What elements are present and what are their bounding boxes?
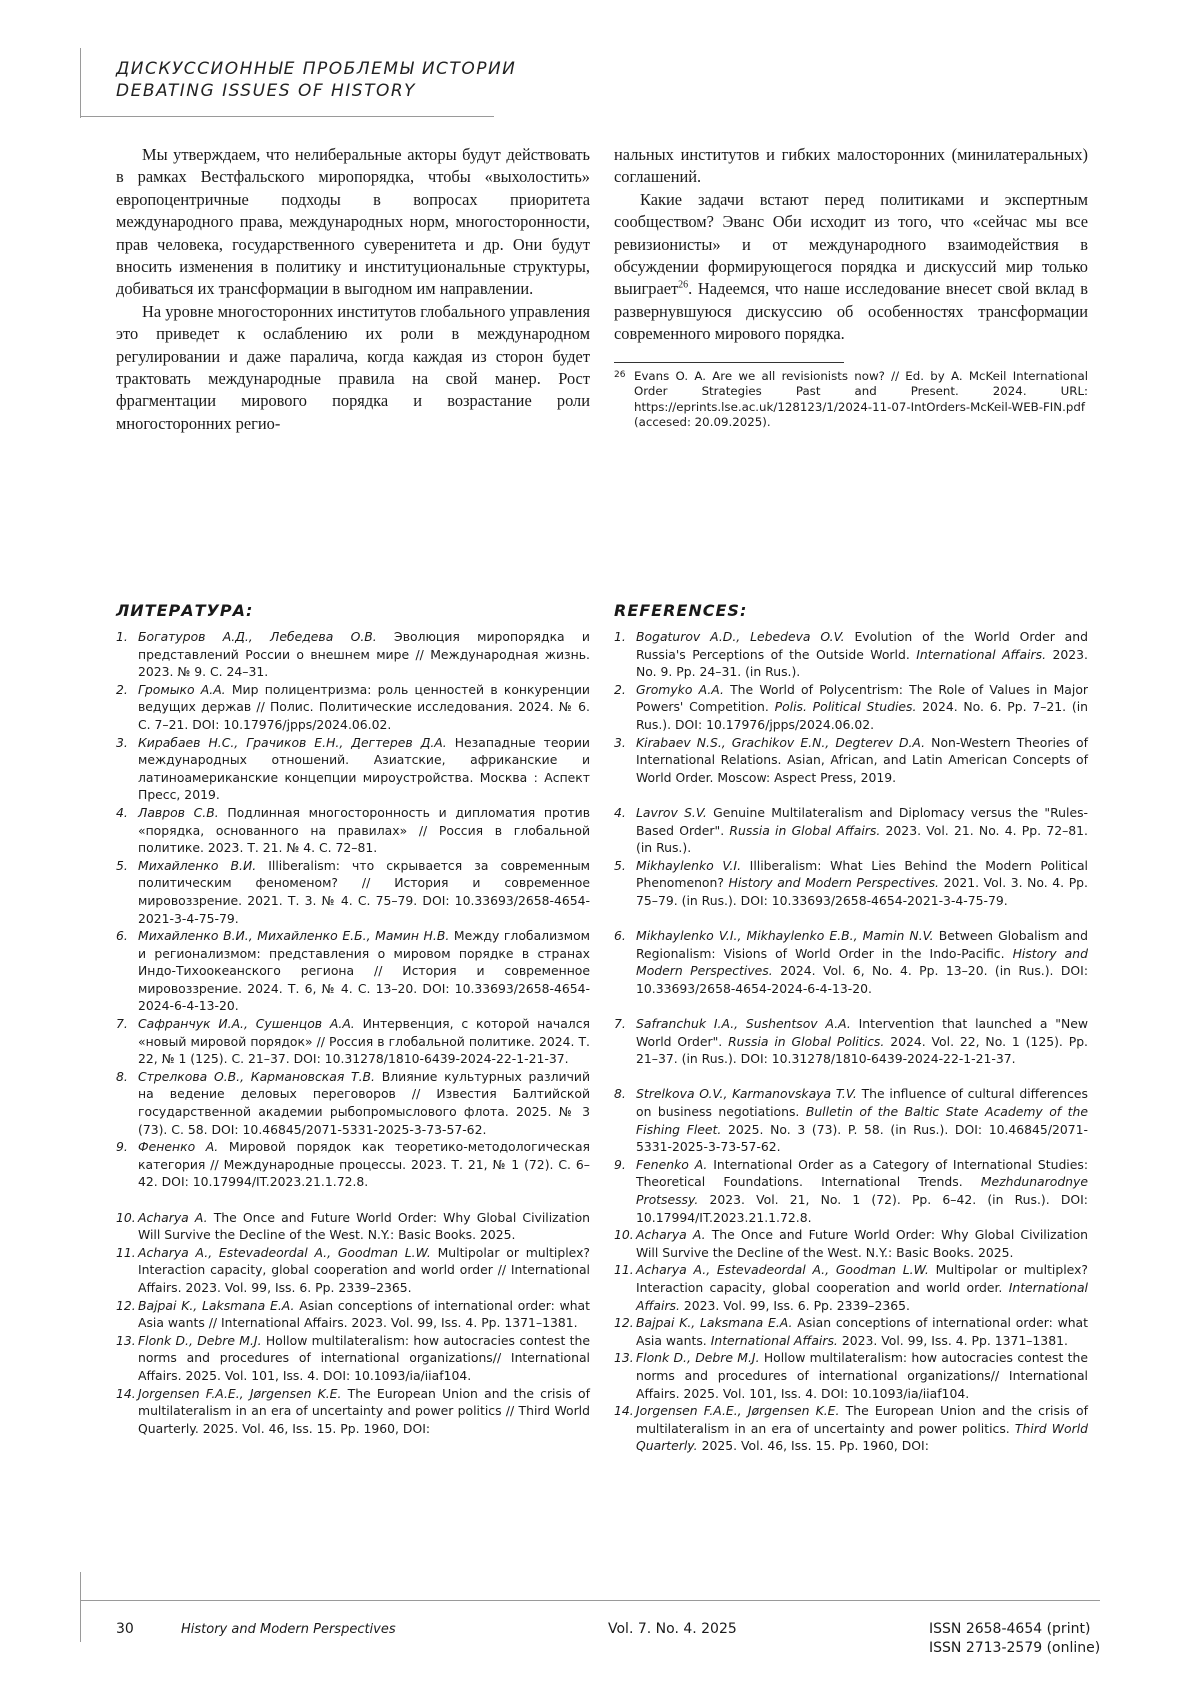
- item-body: Multipolar or multiplex? Interaction capacity, global cooperation and world order.: [636, 1262, 1088, 1295]
- item-number: 13.: [614, 1350, 634, 1366]
- journal-name: History and Modern Perspectives: [181, 1622, 396, 1637]
- body-paragraph: Мы утверждаем, что нелиберальные акторы будут действовать в рамках Вестфальского миропорядка, чтобы «выхолостить» европоцентричные подходы в вопросах приоритета международного права, международных норм, многосторонности, прав человека, государственного суверенитета и др. Они будут вносить изменения в политику и институциональные структуры, добиваться их трансформации в выгодном им направлении.: [116, 145, 590, 299]
- item-text: [138, 804, 590, 857]
- item-body: Between Globalism and Regionalism: Visions of World Order in the Indo-Pacific.: [636, 928, 1088, 961]
- item-body: Эволюция миропорядка и представлений России о внешнем мире // Международная жизнь. 2023. № 9. С. 24–31.: [138, 629, 590, 680]
- item-number: 7.: [614, 1016, 626, 1032]
- item-body: Hollow multilateralism: how autocracies contest the norms and procedures of international organizations// International Affairs. 2025. Vol. 101, Iss. 4. DOI: 10.1093/ia/iiaf104.: [138, 1332, 591, 1383]
- item-journal: Mezhdunarodnye Protsessy.: [636, 1174, 1088, 1207]
- item-text: [636, 628, 1088, 681]
- literature-item: [116, 1015, 590, 1068]
- item-authors: Gromyko A.A.: [636, 681, 724, 697]
- item-body: Evolution of the World Order and Russia's Perceptions of the Outside World.: [636, 629, 1088, 662]
- item-journal: Polis. Political Studies.: [774, 699, 917, 715]
- item-text: [636, 927, 1088, 997]
- item-text: [138, 927, 590, 1015]
- item-body: 2023. Vol. 99, Iss. 6. Pp. 2339–2365.: [679, 1297, 910, 1313]
- item-text: [138, 1332, 590, 1385]
- reference-item: [614, 1085, 1088, 1155]
- item-number: 9.: [116, 1139, 128, 1155]
- reference-item: [614, 628, 1088, 681]
- item-body: Illiberalism: что скрывается за современным политическим феноменом? // История и современное мировоззрение. 2021. Т. 3. № 4. С. 75–79. DOI: 10.33693/2658-4654-2021-3-4-75-79.: [138, 857, 591, 926]
- literature-list: [116, 628, 590, 1437]
- reference-item: [614, 927, 1088, 997]
- reference-item: [614, 1349, 1088, 1402]
- item-text: [138, 1297, 590, 1332]
- item-authors: Flonk D., Debre M.J.: [636, 1350, 760, 1366]
- reference-item: [614, 804, 1088, 857]
- body-paragraph: На уровне многосторонних институтов глобального управления это приведет к ослаблению их роли в международном регулировании и даже паралича, когда каждая из сторон будет трактовать международные правила на свой манер. Рост фрагментации мирового порядка и возрастание роли многосторонних регио-: [116, 301, 590, 433]
- item-body: 2023. Vol. 99, Iss. 4. Pp. 1371–1381.: [837, 1332, 1068, 1348]
- item-authors: Громыко А.А.: [138, 681, 226, 697]
- item-journal: International Affairs.: [916, 646, 1047, 662]
- reference-item: [614, 734, 1088, 787]
- item-body: The influence of cultural differences on business negotiations.: [636, 1086, 1089, 1120]
- item-text: [138, 1209, 590, 1244]
- item-body: 2024. No. 6. Pp. 7–21. (in Rus.). DOI: 10.17976/jpps/2024.06.02.: [636, 699, 1088, 732]
- spacer: [116, 1191, 590, 1209]
- item-authors: Kirabaev N.S., Grachikov E.N., Degterev D.A.: [636, 734, 926, 750]
- reference-item: [614, 857, 1088, 910]
- literature-item: [116, 628, 590, 681]
- item-authors: Сафранчук И.А., Сушенцов А.А.: [138, 1016, 355, 1032]
- item-number: 12.: [116, 1297, 136, 1313]
- spacer: [614, 786, 1088, 804]
- section-header-en: DEBATING ISSUES OF HISTORY: [116, 81, 417, 101]
- item-text: [636, 1349, 1088, 1402]
- literature-item: [116, 1138, 590, 1191]
- item-body: 2023. No. 9. Pp. 24–31. (in Rus.).: [636, 646, 1088, 680]
- item-authors: Bajpai K., Laksmana E.A.: [138, 1297, 295, 1313]
- reference-item: [614, 1261, 1088, 1314]
- item-journal: International Affairs.: [710, 1332, 838, 1348]
- body-text: Какие задачи встают перед политиками и экспертным сообществом? Эванс Оби исходит из того, что «сейчас мы все ревизионисты» и от международного взаимодействия в обсуждении формирующегося порядка и дискуссий мир только выиграет: [614, 189, 1088, 299]
- item-body: Влияние культурных различий на ведение деловых переговоров // Известия Балтийской государственной академии рыбопромыслового флота. 2025. № 3 (73). С. 58. DOI: 10.46845/2071-5331-2025-3-73-57-62.: [138, 1068, 591, 1137]
- item-body: 2024. Vol. 22, No. 1 (125). Pp. 21–37. (in Rus.). DOI: 10.31278/1810-6439-2024-22-1-21-37.: [636, 1033, 1088, 1067]
- item-authors: Acharya A.: [636, 1227, 706, 1243]
- reference-item: [614, 1402, 1088, 1455]
- literature-item: [116, 734, 590, 804]
- item-text: [636, 1226, 1088, 1261]
- item-authors: Bajpai K., Laksmana E.A.: [636, 1315, 793, 1331]
- issn-print: ISSN 2658-4654 (print): [929, 1621, 1091, 1637]
- item-text: [636, 1261, 1088, 1314]
- spacer: [614, 1068, 1088, 1086]
- item-journal: History and Modern Perspectives.: [636, 945, 1088, 979]
- reference-item: [614, 1314, 1088, 1349]
- reference-item: [614, 681, 1088, 734]
- literature-item: [116, 1068, 590, 1138]
- body-paragraph: нальных институтов и гибких малосторонних (минилатеральных) соглашений.: [614, 145, 1088, 187]
- item-number: 14.: [116, 1385, 136, 1401]
- item-journal: International Affairs.: [636, 1279, 1088, 1313]
- item-number: 1.: [614, 629, 626, 644]
- item-text: [636, 857, 1088, 910]
- header-rule-vertical: [80, 48, 81, 118]
- item-number: 12.: [614, 1315, 634, 1331]
- item-authors: Acharya A., Estevadeordal A., Goodman L.W.: [636, 1262, 929, 1278]
- item-authors: Bogaturov A.D., Lebedeva O.V.: [636, 629, 845, 644]
- literature-item: [116, 1244, 590, 1297]
- issn-block: [929, 1620, 1100, 1658]
- item-number: 14.: [614, 1403, 634, 1419]
- item-authors: Mikhaylenko V.I.: [636, 857, 742, 873]
- item-authors: Лавров С.В.: [138, 804, 219, 820]
- item-text: [138, 1244, 590, 1297]
- item-number: 9.: [614, 1156, 626, 1172]
- item-authors: Богатуров А.Д., Лебедева О.В.: [138, 629, 377, 644]
- item-body: 2024. Vol. 6, No. 4. Pp. 13–20. (in Rus.). DOI: 10.33693/2658-4654-2024-6-4-13-20.: [636, 963, 1088, 996]
- literature-item: [116, 1332, 590, 1385]
- item-authors: Fenenko A.: [636, 1156, 708, 1172]
- item-text: [138, 628, 590, 681]
- item-body: Genuine Multilateralism and Diplomacy versus the "Rules-Based Order".: [636, 804, 1088, 838]
- item-body: Multipolar or multiplex? Interaction capacity, global cooperation and world order // International Affairs. 2023. Vol. 99, Iss. 6. Pp. 2339–2365.: [138, 1244, 590, 1295]
- item-authors: Стрелкова О.В., Кармановская Т.В.: [138, 1068, 375, 1084]
- item-authors: Михайленко В.И., Михайленко Е.Б., Мамин Н.В.: [138, 928, 450, 944]
- item-text: [636, 1314, 1088, 1349]
- item-number: 6.: [614, 928, 626, 944]
- item-body: Hollow multilateralism: how autocracies contest the norms and procedures of international organizations// International Affairs. 2025. Vol. 101, Iss. 4. DOI: 10.1093/ia/iiaf104.: [636, 1350, 1089, 1401]
- item-body: The Once and Future World Order: Why Global Civilization Will Survive the Decline of the West. N.Y.: Basic Books. 2025.: [636, 1227, 1089, 1260]
- item-journal: Russia in Global Affairs.: [729, 822, 881, 838]
- literature-item: [116, 1209, 590, 1244]
- item-text: [636, 1156, 1088, 1226]
- literature-item: [116, 857, 590, 927]
- item-journal: Bulletin of the Baltic State Academy of the Fishing Fleet.: [636, 1104, 1088, 1137]
- item-authors: Кирабаев Н.С., Грачиков Е.Н., Дегтерев Д.А.: [138, 734, 447, 750]
- body-column-right: [614, 144, 1088, 431]
- item-number: 3.: [116, 734, 128, 750]
- item-number: 6.: [116, 928, 128, 944]
- item-journal: Russia in Global Politics.: [728, 1033, 885, 1049]
- item-body: Asian conceptions of international order: what Asia wants // International Affairs. 2023. Vol. 99, Iss. 4. Pp. 1371–1381.: [138, 1297, 591, 1331]
- item-journal: History and Modern Perspectives.: [728, 875, 939, 891]
- literature-heading: ЛИТЕРАТУРА:: [116, 601, 254, 620]
- literature-item: [116, 681, 590, 734]
- item-text: [636, 681, 1088, 734]
- item-authors: Strelkova O.V., Karmanovskaya T.V.: [636, 1086, 857, 1102]
- item-authors: Михайленко В.И.: [138, 857, 257, 873]
- item-authors: Jorgensen F.A.E., Jørgensen K.E.: [138, 1385, 342, 1401]
- page-number: 30: [116, 1621, 134, 1637]
- item-body: The World of Polycentrism: The Role of Values in Major Powers' Competition.: [636, 681, 1088, 715]
- item-authors: Jorgensen F.A.E., Jørgensen K.E.: [636, 1403, 840, 1419]
- item-body: 2023. Vol. 21, No. 1 (72). Pp. 6–42. (in Rus.). DOI: 10.17994/IT.2023.21.1.72.8.: [636, 1192, 1088, 1225]
- item-authors: Mikhaylenko V.I., Mikhaylenko E.B., Mamin N.V.: [636, 928, 934, 944]
- item-body: Между глобализмом и регионализмом: представления о мировом порядке в странах Индо-Тихоокеанского региона // История и современное мировоззрение. 2024. Т. 6, № 4. С. 13–20. DOI: 10.33693/2658-4654-2024-6-4-13-20.: [138, 928, 590, 1014]
- spacer: [614, 910, 1088, 928]
- item-body: 2025. Vol. 46, Iss. 15. Pp. 1960, DOI:: [697, 1438, 929, 1454]
- item-number: 5.: [614, 857, 626, 873]
- item-body: Незападные теории международных отношений. Азиатские, африканские и латиноамериканские концепции мироустройства. Москва : Аспект Пресс, 2019.: [138, 734, 590, 803]
- item-number: 10.: [116, 1209, 136, 1225]
- item-number: 2.: [614, 681, 626, 697]
- section-header: [116, 58, 516, 102]
- literature-item: [116, 804, 590, 857]
- header-rule-horizontal: [80, 116, 494, 117]
- references-list: [614, 628, 1088, 1455]
- item-body: 2021. Vol. 3. No. 4. Pp. 75–79. (in Rus.). DOI: 10.33693/2658-4654-2021-3-4-75-79.: [636, 875, 1088, 908]
- issn-online: ISSN 2713-2579 (online): [929, 1640, 1101, 1656]
- item-number: 2.: [116, 681, 128, 697]
- item-number: 1.: [116, 629, 128, 644]
- item-text: [138, 1385, 590, 1438]
- footer-rule-vertical: [80, 1572, 81, 1642]
- footnote-rule: [614, 362, 844, 363]
- reference-item: [614, 1226, 1088, 1261]
- item-body: Asian conceptions of international order: what Asia wants.: [636, 1315, 1089, 1348]
- item-authors: Lavrov S.V.: [636, 804, 707, 820]
- item-text: [138, 681, 590, 734]
- item-authors: Flonk D., Debre M.J.: [138, 1332, 262, 1348]
- item-authors: Acharya A.: [138, 1209, 208, 1225]
- item-text: [636, 804, 1088, 857]
- item-authors: Acharya A., Estevadeordal A., Goodman L.W.: [138, 1244, 431, 1260]
- item-text: [138, 857, 590, 927]
- item-number: 4.: [116, 804, 128, 820]
- item-text: [138, 734, 590, 804]
- item-number: 3.: [614, 734, 626, 750]
- spacer: [614, 997, 1088, 1015]
- footer-rule-horizontal: [80, 1600, 1100, 1601]
- item-body: The European Union and the crisis of multilateralism in an era of uncertainty and power politics.: [636, 1403, 1088, 1436]
- item-text: [636, 1015, 1088, 1068]
- item-text: [636, 1085, 1088, 1155]
- item-journal: Third World Quarterly.: [636, 1420, 1089, 1454]
- item-body: Intervention that launched a "New World Order".: [636, 1016, 1088, 1049]
- item-text: [138, 1068, 590, 1138]
- reference-item: [614, 1156, 1088, 1226]
- item-text: [138, 1138, 590, 1191]
- item-body: Illiberalism: What Lies Behind the Modern Political Phenomenon?: [636, 857, 1088, 891]
- item-number: 8.: [116, 1068, 128, 1084]
- item-number: 13.: [116, 1332, 136, 1348]
- item-body: 2023. Vol. 21. No. 4. Pp. 72–81. (in Rus.).: [636, 822, 1088, 856]
- literature-item: [116, 927, 590, 1015]
- item-text: [636, 734, 1088, 787]
- item-number: 8.: [614, 1086, 626, 1102]
- footnote-text: Evans O. A. Are we all revisionists now? // Ed. by A. McKeil International Order Strategies Past and Present. 2024. URL: https://eprints.lse.ac.uk/128123/1/2024-11-07-IntOrders-McKeil-WEB-FIN.pdf (accesed: 20.09.2025).: [634, 368, 1088, 430]
- literature-item: [116, 1385, 590, 1438]
- body-paragraph: [614, 189, 1088, 346]
- item-body: Подлинная многосторонность и дипломатия против «порядка, основанного на правилах» // Россия в глобальной политике. 2023. Т. 21. № 4. С. 72–81.: [138, 804, 590, 856]
- item-body: 2025. No. 3 (73). P. 58. (in Rus.). DOI: 10.46845/2071-5331-2025-3-73-57-62.: [636, 1121, 1088, 1155]
- issue-info: Vol. 7. No. 4. 2025: [608, 1621, 737, 1637]
- item-text: [636, 1402, 1088, 1455]
- section-header-ru: ДИСКУССИОННЫЕ ПРОБЛЕМЫ ИСТОРИИ: [116, 59, 517, 79]
- item-body: Мировой порядок как теоретико-методологическая категория // Международные процессы. 2023. Т. 21, № 1 (72). С. 6–42. DOI: 10.17994/IT.2023.21.1.72.8.: [138, 1139, 590, 1190]
- item-number: 11.: [116, 1244, 136, 1260]
- item-authors: Фененко А.: [138, 1139, 219, 1155]
- item-number: 5.: [116, 857, 128, 873]
- footnote: [614, 369, 1088, 431]
- body-text: . Надеемся, что наше исследование внесет свой вклад в развернувшуюся дискуссию об особенностях трансформации современного мирового порядка.: [614, 279, 1088, 344]
- item-text: [138, 1015, 590, 1068]
- item-body: Non-Western Theories of International Relations. Asian, African, and Latin American Concepts of World Order. Moscow: Aspect Press, 2019.: [636, 734, 1088, 785]
- footnote-mark: 26: [614, 369, 626, 380]
- item-number: 10.: [614, 1227, 634, 1243]
- item-body: International Order as a Category of International Studies: Theoretical Foundations. International Trends.: [636, 1156, 1089, 1190]
- item-number: 4.: [614, 804, 626, 820]
- item-body: Мир полицентризма: роль ценностей в конкуренции ведущих держав // Полис. Политические исследования. 2024. № 6. С. 7–21. DOI: 10.17976/jpps/2024.06.02.: [138, 681, 590, 732]
- item-number: 7.: [116, 1016, 128, 1032]
- item-body: Интервенция, с которой начался «новый мировой порядок» // Россия в глобальной политике. 2024. Т. 22, № 1 (125). С. 21–37. DOI: 10.31278/1810-6439-2024-22-1-21-37.: [138, 1016, 590, 1067]
- references-heading: REFERENCES:: [614, 601, 748, 620]
- item-body: The Once and Future World Order: Why Global Civilization Will Survive the Decline of the West. N.Y.: Basic Books. 2025.: [138, 1209, 591, 1243]
- item-authors: Safranchuk I.A., Sushentsov A.A.: [636, 1016, 851, 1032]
- item-number: 11.: [614, 1262, 634, 1278]
- literature-item: [116, 1297, 590, 1332]
- footnote-reference[interactable]: 26: [678, 279, 689, 291]
- reference-item: [614, 1015, 1088, 1068]
- item-body: The European Union and the crisis of multilateralism in an era of uncertainty and power politics // Third World Quarterly. 2025. Vol. 46, Iss. 15. Pp. 1960, DOI:: [138, 1385, 590, 1436]
- body-column-left: [116, 144, 590, 435]
